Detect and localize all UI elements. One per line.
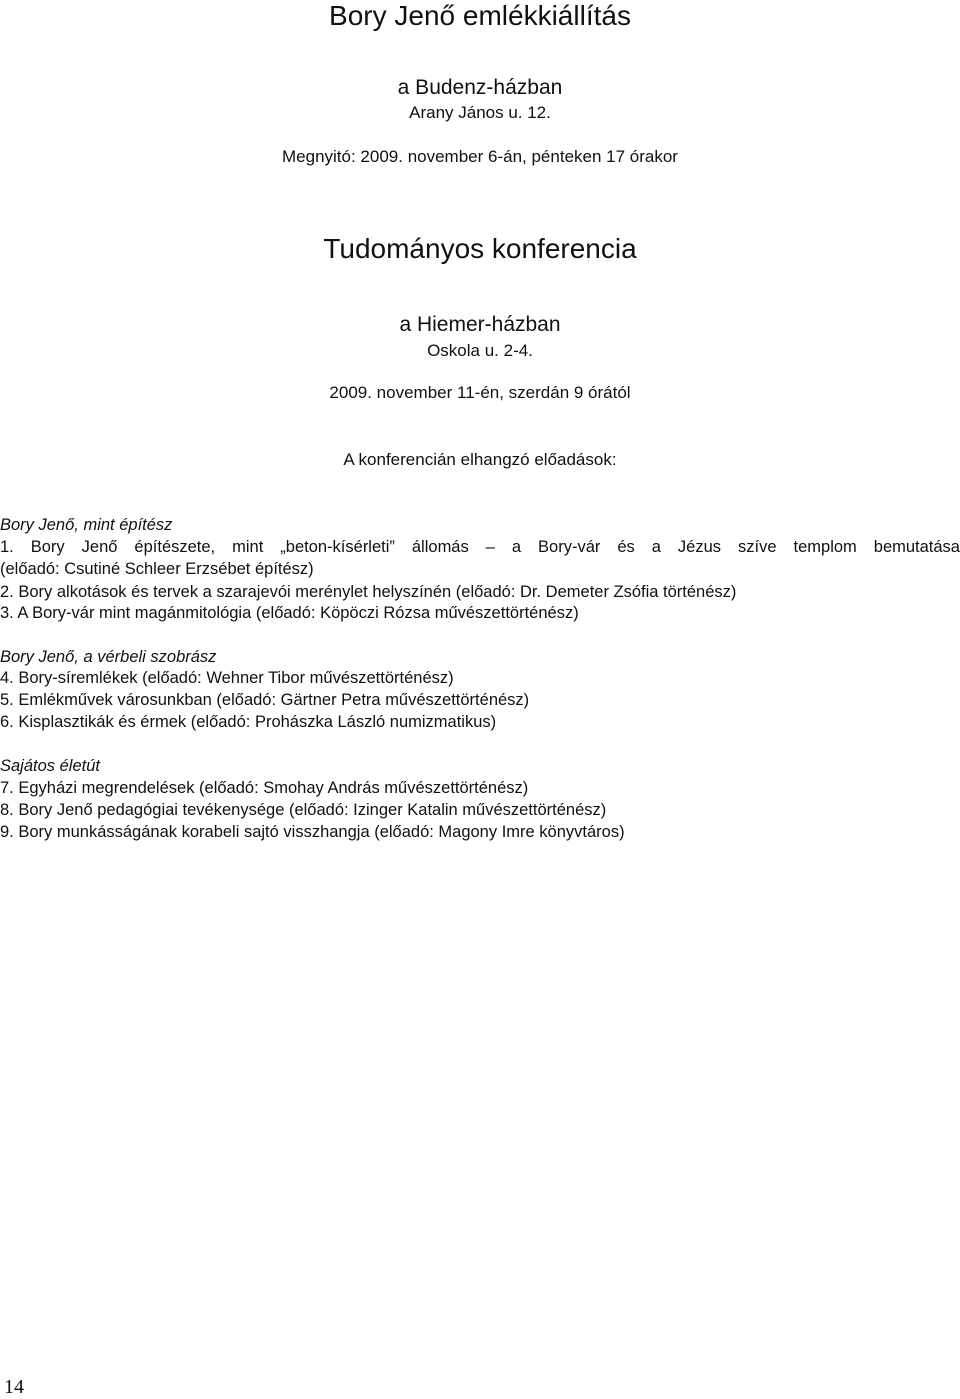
lectures-heading: A konferencián elhangzó előadások:	[343, 450, 617, 469]
lecture-item: 6. Kisplasztikák és érmek (előadó: Prohászka László numizmatikus)	[0, 713, 497, 731]
lecture-item: (előadó: Csutiné Schleer Erzsébet építész)	[0, 560, 314, 578]
lecture-item: 3. A Bory-vár mint magánmitológia (előadó: Köpöczi Rózsa művészettörténész)	[0, 604, 579, 622]
conference-date: 2009. november 11-én, szerdán 9 órától	[329, 383, 631, 402]
section-title-architect: Bory Jenő, mint építész	[0, 516, 173, 534]
exhibition-opening: Megnyitó: 2009. november 6-án, pénteken 17 órakor	[282, 147, 678, 166]
lecture-item: 9. Bory munkásságának korabeli sajtó visszhangja (előadó: Magony Imre könyvtáros)	[0, 823, 625, 841]
lecture-item: 1. Bory Jenő építészete, mint „beton-kísérleti” állomás – a Bory-vár és a Jézus szíve templom bemutatása	[0, 538, 960, 556]
page-number: 14	[4, 1376, 24, 1398]
conference-title: Tudományos konferencia	[323, 233, 637, 264]
conference-venue: a Hiemer-házban	[399, 313, 561, 336]
lecture-item: 8. Bory Jenő pedagógiai tevékenysége (előadó: Izinger Katalin művészettörténész)	[0, 801, 607, 819]
section-title-sculptor: Bory Jenő, a vérbeli szobrász	[0, 648, 217, 666]
exhibition-title: Bory Jenő emlékkiállítás	[329, 0, 631, 31]
lecture-item: 4. Bory-síremlékek (előadó: Wehner Tibor művészettörténész)	[0, 669, 454, 687]
lecture-item: 2. Bory alkotások és tervek a szarajevói merénylet helyszínén (előadó: Dr. Demeter Zsófia történész)	[0, 583, 737, 601]
conference-address: Oskola u. 2-4.	[427, 341, 533, 360]
exhibition-address: Arany János u. 12.	[409, 103, 551, 122]
section-title-life: Sajátos életút	[0, 757, 100, 775]
exhibition-venue: a Budenz-házban	[397, 76, 563, 99]
lecture-item: 5. Emlékművek városunkban (előadó: Gärtner Petra művészettörténész)	[0, 691, 530, 709]
lecture-item: 7. Egyházi megrendelések (előadó: Smohay András művészettörténész)	[0, 779, 529, 797]
